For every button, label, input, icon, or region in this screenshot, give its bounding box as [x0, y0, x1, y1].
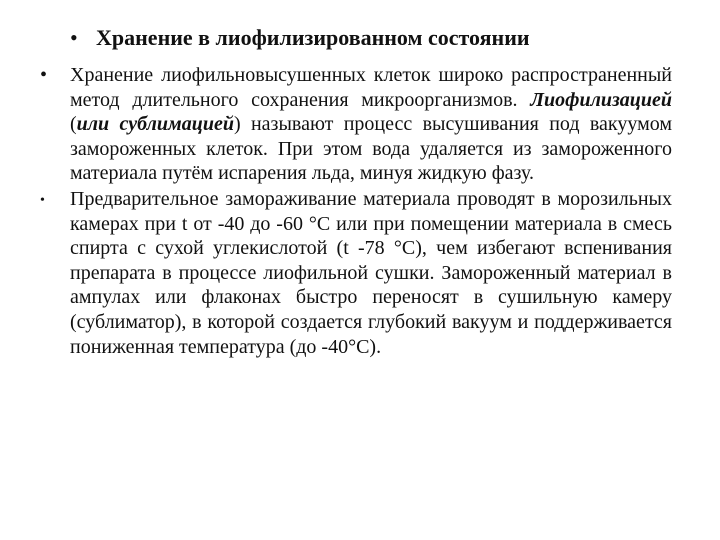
paragraph-text: ) называют процесс высушивания под вакуумом замороженных клеток. При этом вода удаляется из замороженного материала путём испарения льда, минуя жидкую фазу. [70, 113, 672, 185]
title-row [70, 26, 690, 50]
term-sublimation: или сублимацией [76, 113, 234, 136]
paragraph-text: Предварительное замораживание материала проводят в морозильных камерах при t от -40 до -60 °С или при помещении материала в смесь спирта с сухой углекислотой (t -78 °С), чем избегают вспенивания препарата в процессе лиофильной сушки. Замороженный материал в ампулах или флаконах быстро переносят в сушильную камеру (сублиматор), в которой создается глубокий вакуум и поддерживается пониженная температура (до -40°С). [70, 187, 672, 358]
title-bullet: • [70, 25, 78, 50]
paragraph-bullet: • [40, 64, 48, 86]
paragraph-storage-method [40, 63, 672, 186]
paragraph-bullet: • [40, 192, 45, 208]
paragraph-text: ( [70, 113, 77, 136]
term-lyophilization: Лиофилизацией [530, 88, 672, 111]
slide-content [40, 63, 672, 359]
paragraph-text: Хранение лиофильновысушенных клеток широко распространенный метод длительного сохранения микроорганизмов. [70, 64, 672, 111]
slide-title: Хранение в лиофилизированном состоянии [96, 25, 530, 50]
paragraph-prefreezing [40, 187, 672, 359]
